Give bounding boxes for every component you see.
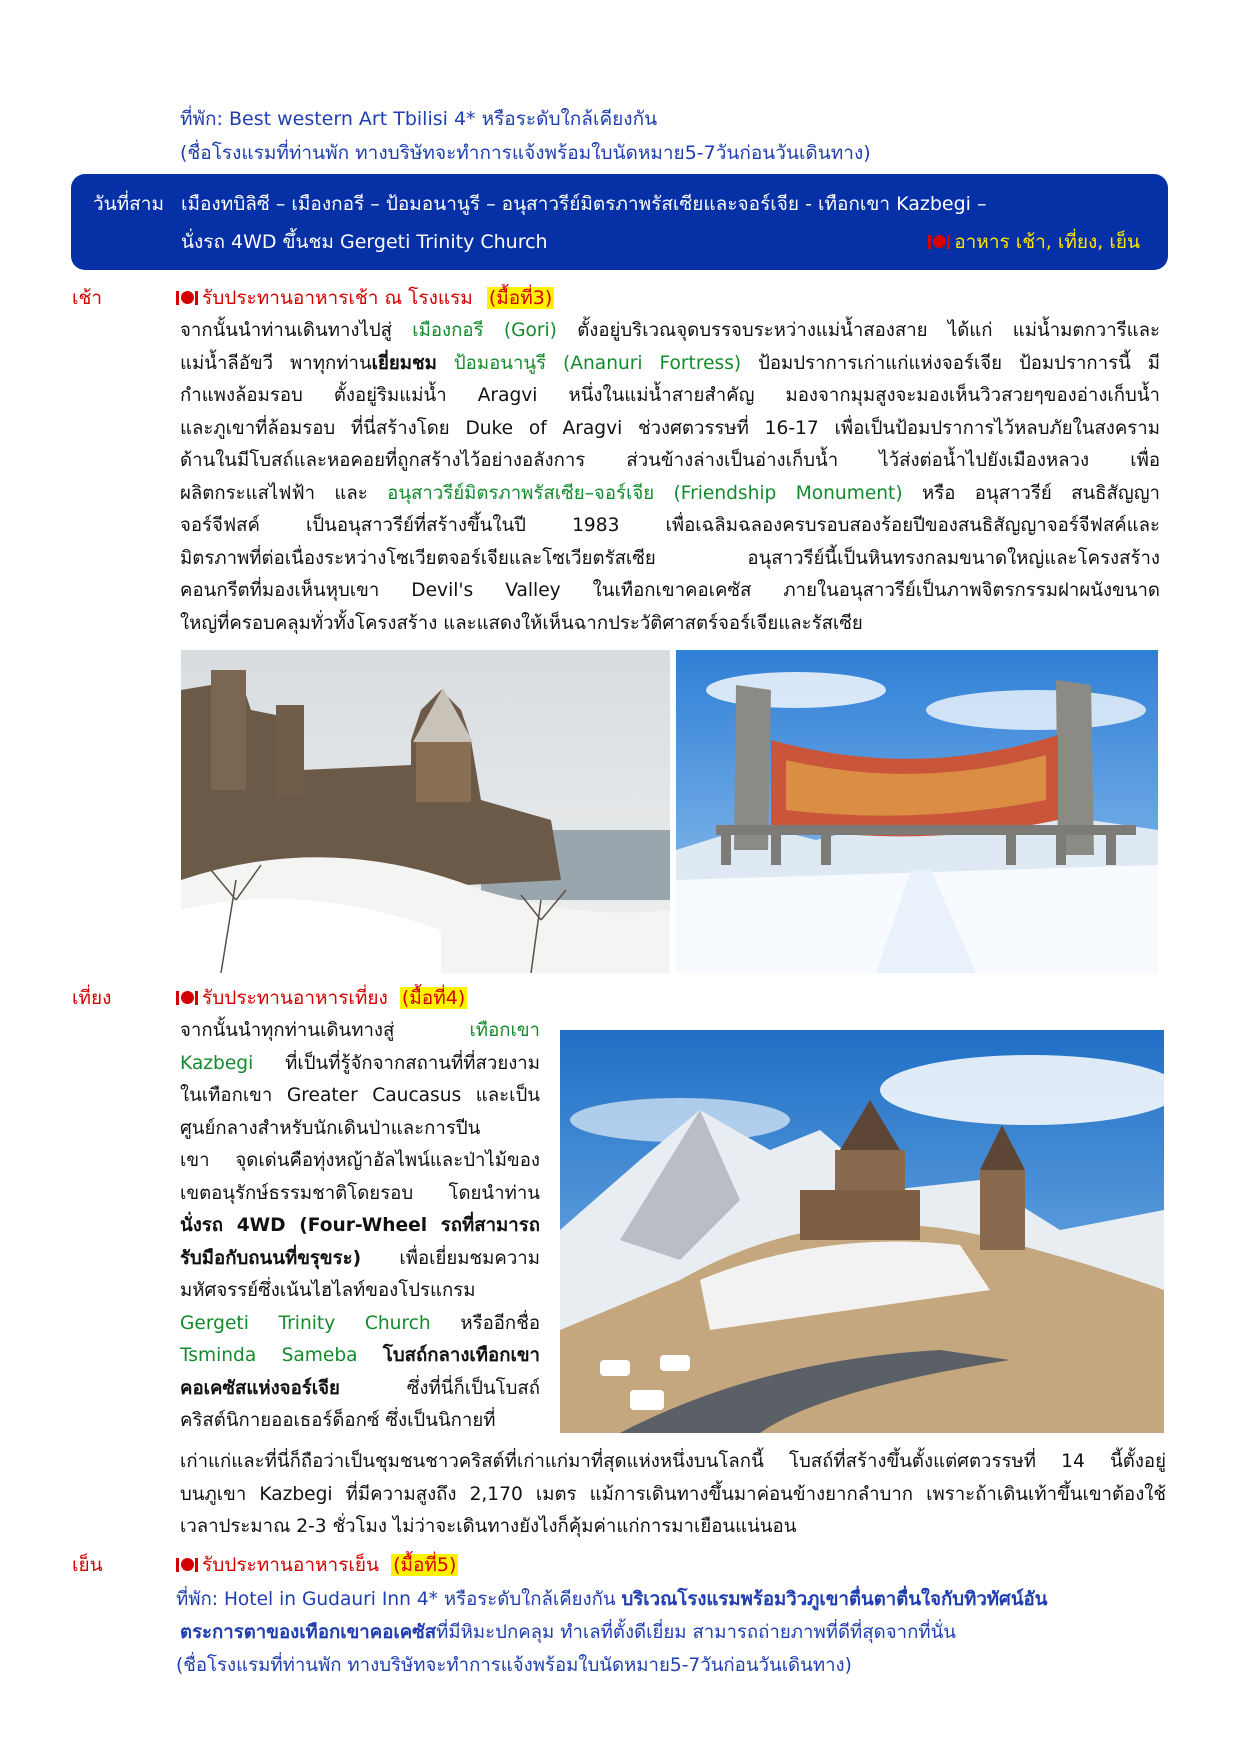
text-segment: คอนกรีตที่มองเห็นหุบเขา Devil's Valley ในเทือกเขาคอเคซัส ภายในอนุสาวรีย์เป็นภาพจิตรกรรมฝาผนังขนาด <box>180 580 1160 601</box>
gergeti-trinity-church-photo <box>560 1030 1164 1433</box>
text-segment: ด้านในมีโบสถ์และหอคอยที่ถูกสร้างไว้อย่างอลังการ ส่วนข้างล่างเป็นอ่างเก็บน้ำ ไว้ส่งต่อน้ำไปยังเมืองหลวง เพื่อ <box>180 450 1160 471</box>
text-line <box>180 478 1160 511</box>
text-segment: เยี่ยมชม <box>371 352 437 374</box>
text-line <box>180 1405 540 1438</box>
accommodation-line-2: (ชื่อโรงแรมที่ท่านพัก ทางบริษัทจะทำการแจ้งพร้อมใบนัดหมาย5-7วันก่อนวันเดินทาง) <box>180 142 871 164</box>
text-segment: ป้อมอนานูรี (Ananuri Fortress) <box>453 352 742 374</box>
text-line <box>180 1373 540 1406</box>
text-segment: นั่งรถ 4WD (Four-Wheel รถที่สามารถ <box>180 1215 540 1236</box>
friendship-monument-photo <box>676 650 1158 973</box>
text-segment: เก่าแก่และที่นี่ก็ถือว่าเป็นชุมชนชาวคริสต์ที่เก่าแก่มาที่สุดแห่งหนึ่งบนโลกนี้ โบสถ์ที่สร้างขึ้นตั้งแต่ศตวรรษที่ 14 นี้ตั้งอยู่ <box>180 1451 1166 1472</box>
meal-noon-count: (มื้อที่4) <box>401 987 466 1009</box>
text-line <box>180 1308 540 1341</box>
meal-morning-count: (มื้อที่3) <box>488 287 553 309</box>
text-line <box>180 1511 1166 1544</box>
text-segment: Kazbegi <box>180 1052 254 1074</box>
text-line <box>180 1113 540 1146</box>
text-line <box>180 543 1160 576</box>
text-segment: คริสต์นิกายออเธอร์ด็อกซ์ ซึ่งเป็นนิกายที่ <box>180 1410 496 1431</box>
text-line <box>180 413 1160 446</box>
hotel-description: ที่มีหิมะปกคลุม ทำเลที่ตั้งดีเยี่ยม สามารถถ่ายภาพที่ดีที่สุดจากที่นั่น <box>436 1622 957 1643</box>
text-line <box>180 608 1160 641</box>
text-segment: รับมือกับถนนที่ขรุขระ) <box>180 1247 362 1269</box>
meal-morning <box>176 283 554 313</box>
text-segment: ป้อมปราการเก่าแก่แห่งจอร์เจีย ป้อมปราการนี้ มี <box>741 352 1160 374</box>
text-line <box>180 348 1160 381</box>
text-segment: จากนั้นนำทุกท่านเดินทางสู่ <box>180 1020 470 1041</box>
text-line <box>180 1479 1166 1512</box>
text-line <box>180 1015 540 1048</box>
route-line-2: นั่งรถ 4WD ขึ้นชม Gergeti Trinity Church <box>181 231 548 253</box>
text-segment: เพื่อเยี่ยมชมความ <box>361 1247 540 1269</box>
text-segment: เขตอนุรักษ์ธรรมชาติโดยรอบ โดยนำท่าน <box>180 1182 540 1204</box>
noon-side-paragraph <box>180 1015 540 1438</box>
route-line-1: เมืองทบิลิซี – เมืองกอรี – ป้อมอนานูรี – อนุสาวรีย์มิตรภาพรัสเซียและจอร์เจีย - เทือกเขา Kazbegi – <box>181 193 987 215</box>
text-segment: ซึ่งที่นี่ก็เป็นโบสถ์ <box>339 1377 540 1399</box>
banner-meals <box>928 227 1140 257</box>
text-segment: จากนั้นนำท่านเดินทางไปสู่ <box>180 320 413 341</box>
time-label-morning: เช้า <box>72 287 103 309</box>
evening-hotel-line-2 <box>180 1617 956 1650</box>
text-line <box>180 1080 540 1113</box>
meal-evening-text: รับประทานอาหารเย็น <box>202 1554 380 1576</box>
text-line <box>180 575 1160 608</box>
meal-evening <box>176 1550 458 1580</box>
noon-full-paragraph <box>180 1446 1166 1544</box>
text-segment: บนภูเขา Kazbegi ที่มีความสูงถึง 2,170 เมตร แม้การเดินทางขึ้นมาค่อนข้างยากลำบาก เพราะถ้าเดินเท้าขึ้นเขาต้องใช้ <box>180 1483 1166 1505</box>
text-segment: ศูนย์กลางสำหรับนักเดินป่าและการปีน <box>180 1117 481 1139</box>
text-line <box>180 315 1160 348</box>
text-line <box>180 380 1160 413</box>
text-line <box>180 1275 540 1308</box>
hotel-highlight-1: บริเวณโรงแรมพร้อมวิวภูเขาตื่นตาตื่นใจกับทิวทัศน์อัน <box>621 1589 1048 1610</box>
text-segment: เขา จุดเด่นคือทุ่งหญ้าอัลไพน์และป่าไม้ของ <box>180 1150 540 1171</box>
text-line <box>180 1446 1166 1479</box>
text-line <box>180 1243 540 1276</box>
hotel-highlight-2: ตระการตาของเทือกเขาคอเคซัส <box>180 1622 437 1643</box>
accommodation-line-1: ที่พัก: Best western Art Tbilisi 4* หรือระดับใกล้เคียงกัน <box>180 108 658 130</box>
text-segment: และภูเขาที่ล้อมรอบ ที่นี่สร้างโดย Duke of Aragvi ช่วงศตวรรษที่ 16-17 เพื่อเป็นป้อมปราการไว้หลบภัยในสงคราม <box>180 417 1160 439</box>
text-segment: Gergeti Trinity Church <box>180 1312 431 1334</box>
text-segment: ผลิตกระแสไฟฟ้า และ <box>180 482 388 504</box>
text-segment: เวลาประมาณ 2-3 ชั่วโมง ไม่ว่าจะเดินทางยังไงก็คุ้มค่าแก่การมาเยือนแน่นอน <box>180 1516 797 1537</box>
text-segment: แม่น้ำลีอัขวี พาทุกท่าน <box>180 352 372 374</box>
day-banner <box>71 174 1168 270</box>
text-line <box>180 1178 540 1211</box>
morning-paragraph <box>180 315 1160 640</box>
text-line <box>180 1340 540 1373</box>
text-line <box>180 510 1160 543</box>
text-segment <box>358 1345 383 1366</box>
meal-evening-count: (มื้อที่5) <box>393 1554 457 1576</box>
ananuri-fortress-photo <box>181 650 670 973</box>
plate-icon <box>176 991 196 1005</box>
time-label-noon: เที่ยง <box>72 987 112 1009</box>
text-segment: มหัศจรรย์ซึ่งเน้นไฮไลท์ของโปรแกรม <box>180 1280 476 1301</box>
day-label: วันที่สาม <box>93 193 164 215</box>
meal-noon-text: รับประทานอาหารเที่ยง <box>202 987 388 1009</box>
plate-icon <box>176 1558 196 1572</box>
evening-hotel-line-3: (ชื่อโรงแรมที่ท่านพัก ทางบริษัทจะทำการแจ้งพร้อมใบนัดหมาย5-7วันก่อนวันเดินทาง) <box>176 1655 852 1676</box>
plate-icon <box>928 235 948 249</box>
meal-morning-text: รับประทานอาหารเช้า ณ โรงแรม <box>202 287 473 309</box>
text-segment: อนุสาวรีย์มิตรภาพรัสเซีย–จอร์เจีย (Friendship Monument) <box>387 482 903 504</box>
text-segment: โบสถ์กลางเทือกเขา <box>382 1345 540 1366</box>
text-segment: ใหญ่ที่ครอบคลุมทั่วทั้งโครงสร้าง และแสดงให้เห็นฉากประวัติศาสตร์จอร์เจียและรัสเซีย <box>180 612 863 634</box>
text-segment: หรือ อนุสาวรีย์ สนธิสัญญา <box>902 482 1160 504</box>
evening-hotel-line-1 <box>176 1584 1047 1617</box>
meal-noon <box>176 983 467 1013</box>
text-line <box>180 1145 540 1178</box>
text-segment: มิตรภาพที่ต่อเนื่องระหว่างโซเวียตจอร์เจียและโซเวียตรัสเซีย อนุสาวรีย์นี้เป็นหินทรงกลมขนาดใหญ่และโครงสร้าง <box>180 547 1160 569</box>
text-segment: ในเทือกเขา Greater Caucasus และเป็น <box>180 1085 540 1106</box>
text-segment: เมืองกอรี (Gori) <box>412 320 557 341</box>
text-segment <box>437 353 454 374</box>
text-segment: กำแพงล้อมรอบ ตั้งอยู่ริมแม่น้ำ Aragvi หนึ่งในแม่น้ำสายสำคัญ มองจากมุมสูงจะมองเห็นวิวสวยๆของอ่างเก็บน้ำ <box>180 385 1160 406</box>
text-segment: จอร์จีฟสค์ เป็นอนุสาวรีย์ที่สร้างขึ้นในปี 1983 เพื่อเฉลิมฉลองครบรอบสองร้อยปีของสนธิสัญญาจอร์จีฟสค์และ <box>180 515 1160 536</box>
text-segment: Tsminda Sameba <box>180 1345 358 1366</box>
text-line <box>180 445 1160 478</box>
text-line <box>180 1210 540 1243</box>
hotel-name: ที่พัก: Hotel in Gudauri Inn 4* หรือระดับใกล้เคียงกัน <box>176 1589 622 1610</box>
text-segment: หรืออีกชื่อ <box>430 1312 540 1334</box>
text-segment: เทือกเขา <box>469 1020 540 1041</box>
banner-meals-text: อาหาร เช้า, เที่ยง, เย็น <box>954 231 1140 253</box>
text-line <box>180 1048 540 1081</box>
text-segment: คอเคซัสแห่งจอร์เจีย <box>180 1377 340 1399</box>
plate-icon <box>176 291 196 305</box>
text-segment: ตั้งอยู่บริเวณจุดบรรจบระหว่างแม่น้ำสองสาย ได้แก่ แม่น้ำมตกวารีและ <box>556 320 1160 341</box>
text-segment: ที่เป็นที่รู้จักจากสถานที่ที่สวยงาม <box>253 1052 540 1074</box>
time-label-evening: เย็น <box>72 1554 103 1576</box>
